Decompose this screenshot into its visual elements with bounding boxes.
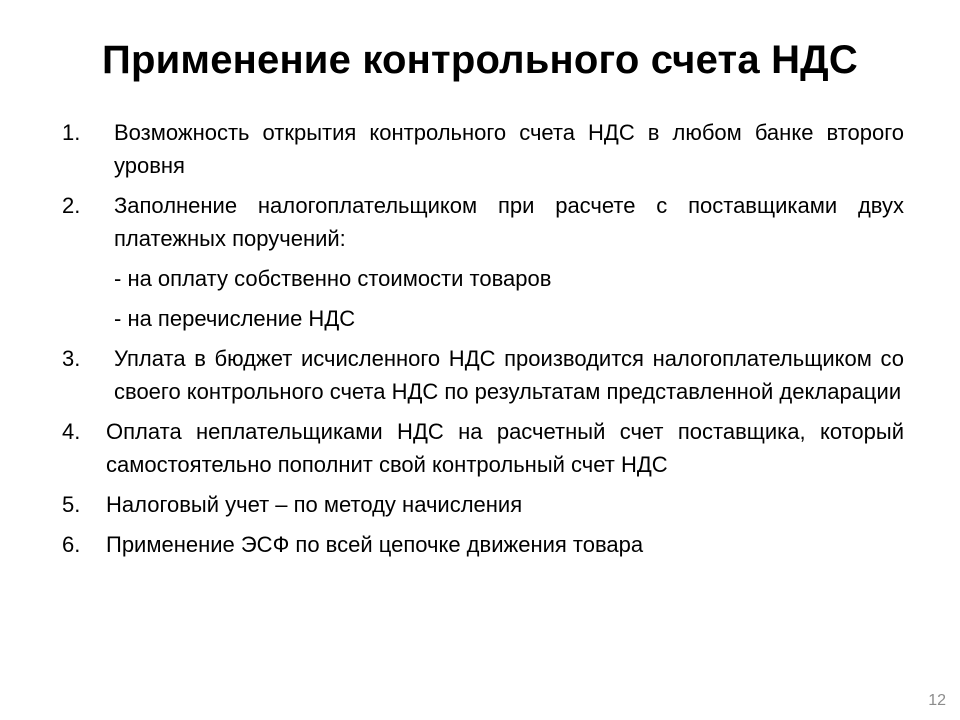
list-item bbox=[62, 189, 904, 255]
list-item bbox=[62, 488, 904, 521]
list-item-text: Уплата в бюджет исчисленного НДС производится налогоплательщиком со своего контрольного счета НДС по результатам представленной декларации bbox=[114, 346, 904, 404]
list-item bbox=[62, 415, 904, 481]
slide-title: Применение контрольного счета НДС bbox=[102, 38, 858, 82]
list-item-number: 2. bbox=[62, 193, 81, 218]
list-item-text: Заполнение налогоплательщиком при расчете с поставщиками двух платежных поручений: bbox=[114, 193, 904, 251]
sub-list-item bbox=[62, 302, 904, 335]
list-item-number: 1. bbox=[62, 120, 81, 145]
list-item-text: Применение ЭСФ по всей цепочке движения товара bbox=[106, 532, 644, 557]
sub-list-item-text: - на оплату собственно стоимости товаров bbox=[114, 266, 552, 291]
list-item-number: 3. bbox=[62, 346, 81, 371]
list-item-text: Возможность открытия контрольного счета НДС в любом банке второго уровня bbox=[114, 120, 904, 178]
list-item-number: 6. bbox=[62, 532, 81, 557]
list-item-number: 5. bbox=[62, 492, 81, 517]
list-item bbox=[62, 116, 904, 182]
list-item-text: Оплата неплательщиками НДС на расчетный счет поставщика, который самостоятельно пополнит свой контрольный счет НДС bbox=[106, 419, 904, 477]
list-item bbox=[62, 528, 904, 561]
list-item-text: Налоговый учет – по методу начисления bbox=[106, 492, 523, 517]
sub-list-item bbox=[62, 262, 904, 295]
page-number: 12 bbox=[928, 692, 946, 709]
list-item-number: 4. bbox=[62, 419, 81, 444]
sub-list-item-text: - на перечисление НДС bbox=[114, 306, 356, 331]
bullet-list bbox=[62, 116, 904, 568]
list-item bbox=[62, 342, 904, 408]
